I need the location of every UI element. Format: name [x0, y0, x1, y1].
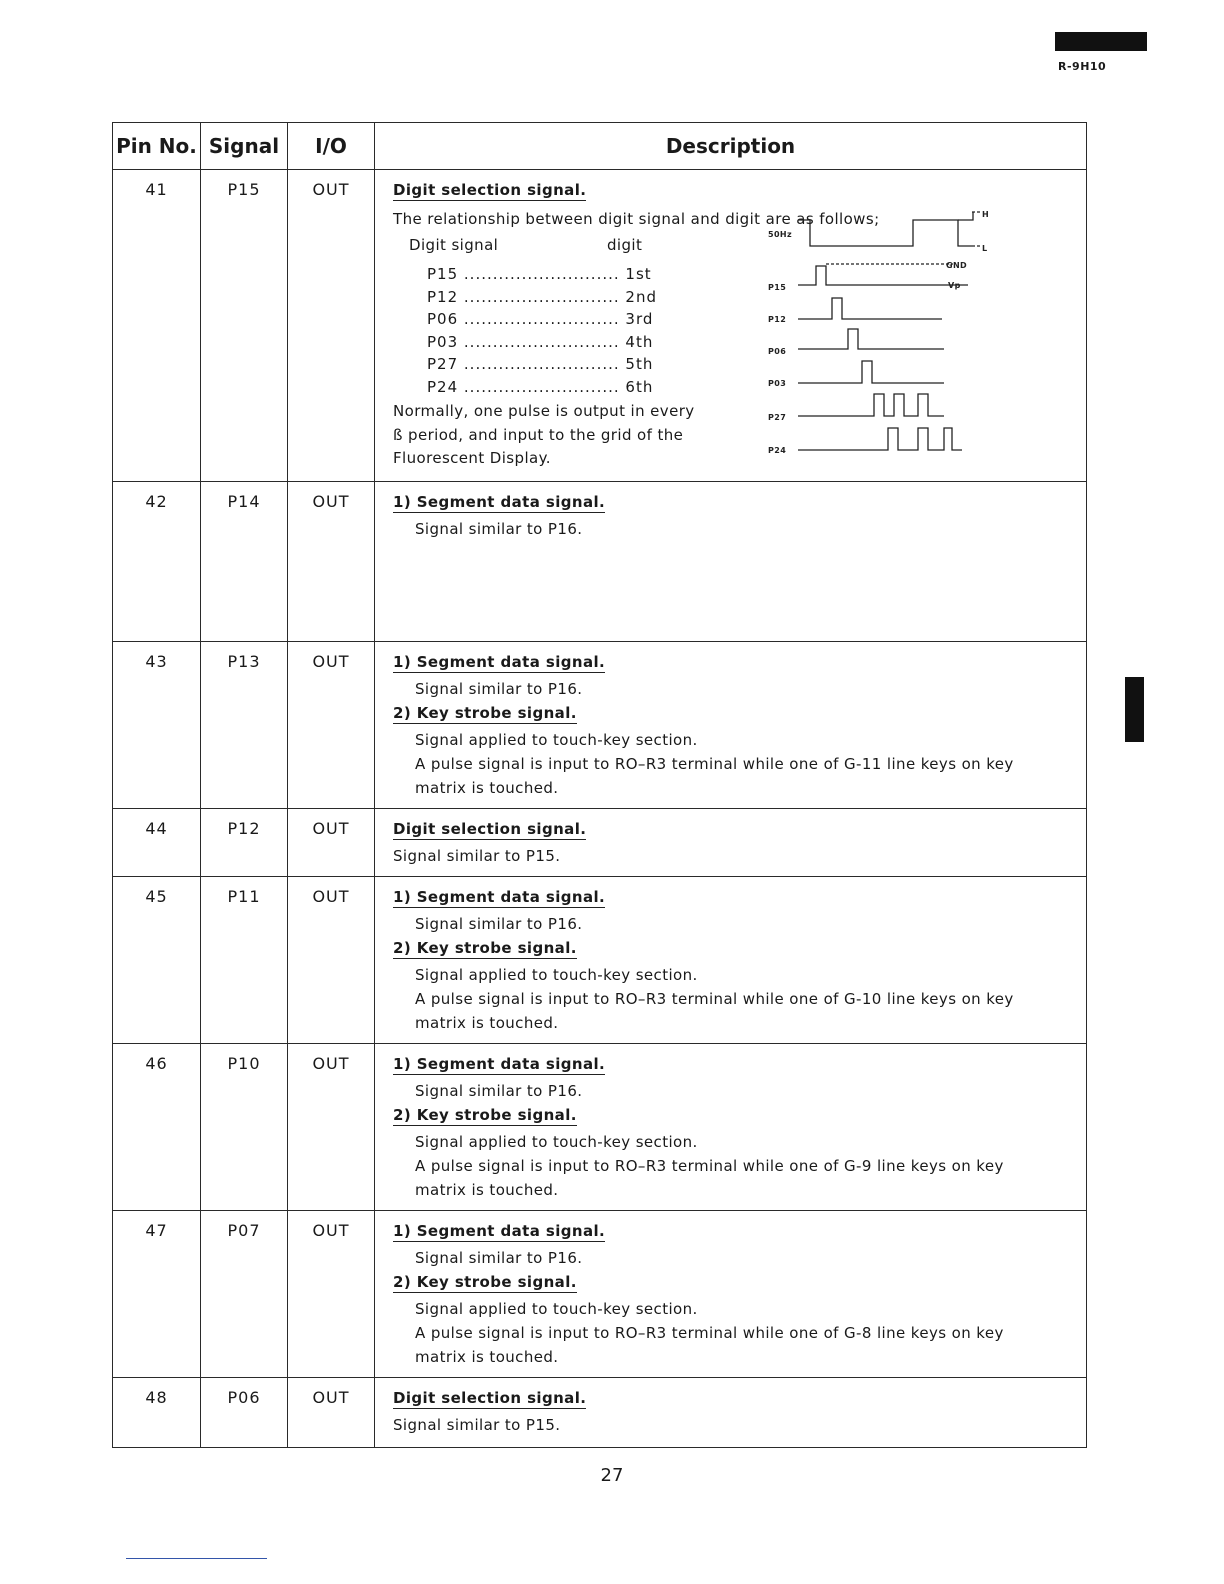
waveform-50hz-trace [798, 220, 972, 246]
footer-rule [126, 1558, 267, 1559]
pin-number: 44 [113, 809, 201, 877]
signal-name: P13 [201, 642, 288, 809]
description-heading: 2) Key strobe signal. [393, 939, 577, 957]
description-text: A pulse signal is input to RO–R3 terminal while one of G-9 line keys on key [415, 1157, 1004, 1175]
signal-name: P10 [201, 1044, 288, 1211]
description-text: Signal applied to touch-key section. [415, 1300, 698, 1318]
waveform-label-h: H [982, 210, 990, 219]
waveform-label-p15: P15 [768, 283, 787, 292]
pin-number: 43 [113, 642, 201, 809]
io-direction: OUT [288, 482, 375, 642]
pin-number: 46 [113, 1044, 201, 1211]
table-row [113, 482, 1087, 642]
description-heading: 2) Key strobe signal. [393, 1106, 577, 1124]
description-text: matrix is touched. [415, 779, 559, 797]
table-header-row [113, 123, 1087, 170]
description-text: A pulse signal is input to RO–R3 terminal while one of G-10 line keys on key [415, 990, 1014, 1008]
description-heading: Digit selection signal. [393, 181, 587, 199]
list-item: P15 ........................... 1st [427, 265, 652, 283]
table-row [113, 1211, 1087, 1378]
description-text: Signal applied to touch-key section. [415, 1133, 698, 1151]
description-text: Signal applied to touch-key section. [415, 731, 698, 749]
description-cell [375, 809, 1087, 877]
description-cell [375, 170, 1087, 482]
pulse-note: Normally, one pulse is output in every ß period, and input to the grid of the Fluorescent Display. [393, 402, 695, 467]
waveform-label-vp: Vp [948, 281, 961, 290]
io-direction: OUT [288, 1378, 375, 1448]
waveform-p24-trace [798, 428, 962, 450]
header-signal: Signal [201, 123, 288, 170]
header-black-bar [1055, 32, 1147, 51]
description-cell [375, 1044, 1087, 1211]
description-text: Signal similar to P16. [415, 1249, 583, 1267]
waveform-label-p24: P24 [768, 446, 787, 455]
signal-name: P12 [201, 809, 288, 877]
description-cell [375, 877, 1087, 1044]
waveform-p03-trace [798, 361, 944, 383]
signal-name: P11 [201, 877, 288, 1044]
waveform-label-p12: P12 [768, 315, 787, 324]
description-heading: 1) Segment data signal. [393, 888, 606, 906]
pin-number: 45 [113, 877, 201, 1044]
description-heading: 1) Segment data signal. [393, 1222, 606, 1240]
waveform-p27-trace [798, 394, 944, 416]
description-cell [375, 482, 1087, 642]
list-item: P06 ........................... 3rd [427, 310, 654, 328]
header-description: Description [375, 123, 1087, 170]
waveform-label-p27: P27 [768, 413, 787, 422]
waveform-label-gnd: GND [946, 261, 968, 270]
signal-name: P07 [201, 1211, 288, 1378]
table-row [113, 170, 1087, 482]
waveform-label-p03: P03 [768, 379, 787, 388]
waveform-p12-trace [798, 298, 942, 319]
io-direction: OUT [288, 877, 375, 1044]
signal-name: P15 [201, 170, 288, 482]
waveform-label-50hz: 50Hz [768, 230, 793, 239]
description-text: Signal similar to P16. [415, 1082, 583, 1100]
description-heading: 1) Segment data signal. [393, 493, 606, 511]
description-text: A pulse signal is input to RO–R3 terminal while one of G-11 line keys on key [415, 755, 1014, 773]
waveform-label-p06: P06 [768, 347, 787, 356]
list-item: P24 ........................... 6th [427, 377, 654, 396]
list-item: P12 ........................... 2nd [427, 287, 657, 306]
description-text: matrix is touched. [415, 1014, 559, 1032]
table-row [113, 1044, 1087, 1211]
description-text: Signal applied to touch-key section. [415, 966, 698, 984]
description-heading: 1) Segment data signal. [393, 653, 606, 671]
description-heading: Digit selection signal. [393, 820, 587, 838]
waveform-label-l: L [982, 244, 988, 253]
header-pin-no: Pin No. [113, 123, 201, 170]
io-direction: OUT [288, 1044, 375, 1211]
waveform-p06-trace [798, 329, 944, 349]
io-direction: OUT [288, 642, 375, 809]
header-io: I/O [288, 123, 375, 170]
table-row [113, 1378, 1087, 1448]
pin-description-table [112, 122, 1087, 1448]
io-direction: OUT [288, 170, 375, 482]
description-heading: Digit selection signal. [393, 1389, 587, 1407]
signal-name: P14 [201, 482, 288, 642]
waveform-p15-trace [798, 266, 968, 285]
pin-number: 41 [113, 170, 201, 482]
description-heading: 2) Key strobe signal. [393, 704, 577, 722]
column-digit-label: digit [607, 236, 643, 254]
pin-number: 48 [113, 1378, 201, 1448]
description-text: Signal similar to P15. [393, 847, 561, 865]
description-text: Signal similar to P15. [393, 1416, 561, 1434]
description-text: Signal similar to P16. [415, 520, 583, 538]
signal-name: P06 [201, 1378, 288, 1448]
description-heading: 1) Segment data signal. [393, 1055, 606, 1073]
column-digit-signal-label: Digit signal [409, 236, 499, 254]
digit-timing-waveform [768, 208, 1008, 458]
description-cell [375, 642, 1087, 809]
table-row [113, 642, 1087, 809]
page-number: 27 [600, 1465, 624, 1486]
io-direction: OUT [288, 1211, 375, 1378]
description-text: matrix is touched. [415, 1348, 559, 1366]
pin-number: 47 [113, 1211, 201, 1378]
table-row [113, 809, 1087, 877]
description-cell [375, 1211, 1087, 1378]
description-text: A pulse signal is input to RO–R3 terminal while one of G-8 line keys on key [415, 1324, 1004, 1342]
description-text: Signal similar to P16. [415, 680, 583, 698]
section-tab-marker [1125, 677, 1144, 742]
description-text: matrix is touched. [415, 1181, 559, 1199]
digit-mapping-list [393, 263, 763, 398]
description-text: Signal similar to P16. [415, 915, 583, 933]
list-item: P03 ........................... 4th [427, 332, 654, 351]
list-item: P27 ........................... 5th [427, 355, 654, 373]
table-row [113, 877, 1087, 1044]
model-number: R-9H10 [1058, 60, 1107, 73]
description-intro: The relationship between digit signal and digit are as follows; [393, 210, 880, 228]
io-direction: OUT [288, 809, 375, 877]
description-heading: 2) Key strobe signal. [393, 1273, 577, 1291]
description-cell [375, 1378, 1087, 1448]
pin-number: 42 [113, 482, 201, 642]
